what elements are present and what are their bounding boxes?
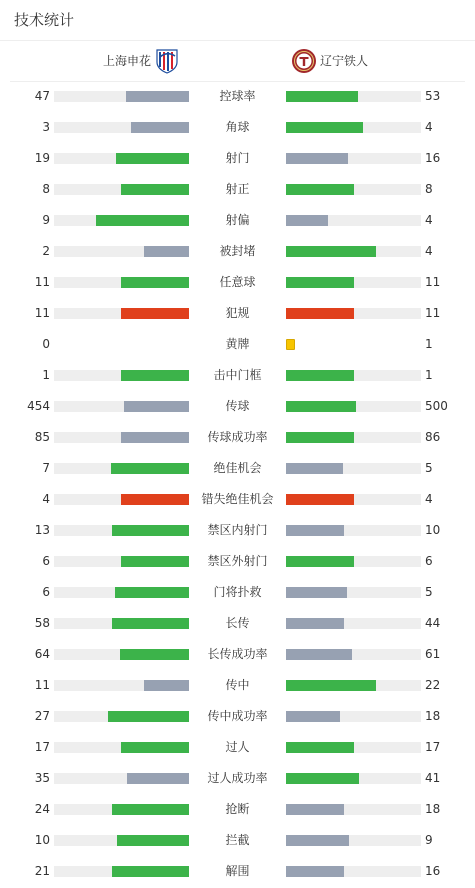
- liaoning-tieren-crest-icon: [291, 48, 317, 74]
- away-team[interactable]: [291, 42, 368, 80]
- home-value: 58: [34, 616, 50, 630]
- home-bar-fill: [144, 680, 189, 691]
- away-value: 4: [425, 244, 433, 258]
- title-divider: [0, 40, 475, 41]
- stat-row: [0, 298, 475, 329]
- away-bar-fill: [286, 370, 354, 381]
- away-value: 4: [425, 213, 433, 227]
- stat-row: [0, 670, 475, 701]
- stat-label: 射正: [225, 182, 250, 196]
- home-value: 11: [34, 678, 50, 692]
- away-value: 9: [425, 833, 433, 847]
- away-bar-track: [286, 370, 421, 381]
- away-value: 5: [425, 585, 433, 599]
- away-bar-fill: [286, 773, 359, 784]
- away-bar-track: [286, 153, 421, 164]
- home-value: 47: [34, 89, 50, 103]
- stat-label: 过人: [225, 740, 250, 754]
- home-value: 2: [42, 244, 50, 258]
- home-value: 19: [34, 151, 50, 165]
- home-bar-fill: [144, 246, 189, 257]
- stat-label: 射门: [225, 151, 250, 165]
- away-bar-fill: [286, 649, 352, 660]
- home-team[interactable]: [103, 42, 180, 80]
- stat-row: [0, 267, 475, 298]
- home-bar-track: [54, 401, 189, 412]
- home-bar-track: [54, 773, 189, 784]
- away-bar-track: [286, 494, 421, 505]
- stat-label: 传球成功率: [207, 430, 268, 444]
- home-value: 8: [42, 182, 50, 196]
- home-bar-track: [54, 153, 189, 164]
- away-bar-fill: [286, 246, 376, 257]
- stat-label: 黄牌: [225, 337, 250, 351]
- home-bar-track: [54, 91, 189, 102]
- shanghai-shenhua-crest-icon: [154, 48, 180, 74]
- away-bar-fill: [286, 587, 347, 598]
- home-bar-fill: [112, 804, 189, 815]
- away-value: 500: [425, 399, 448, 413]
- stat-label: 控球率: [219, 89, 256, 103]
- away-bar-fill: [286, 277, 354, 288]
- away-bar-fill: [286, 308, 354, 319]
- home-bar-track: [54, 215, 189, 226]
- stat-row: [0, 546, 475, 577]
- home-bar-fill: [124, 401, 189, 412]
- away-value: 6: [425, 554, 433, 568]
- away-bar-fill: [286, 680, 376, 691]
- home-bar-track: [54, 277, 189, 288]
- stat-label: 传中成功率: [207, 709, 268, 723]
- away-value: 16: [425, 151, 441, 165]
- stat-label: 门将扑救: [213, 585, 262, 599]
- stat-row: [0, 484, 475, 515]
- home-bar-fill: [112, 866, 189, 877]
- away-bar-track: [286, 556, 421, 567]
- away-value: 44: [425, 616, 441, 630]
- home-value: 1: [42, 368, 50, 382]
- home-value: 11: [34, 275, 50, 289]
- away-bar-track: [286, 773, 421, 784]
- away-bar-track: [286, 401, 421, 412]
- away-bar-fill: [286, 711, 340, 722]
- home-bar-track: [54, 184, 189, 195]
- stat-row: [0, 236, 475, 267]
- home-bar-fill: [108, 711, 189, 722]
- away-bar-track: [286, 804, 421, 815]
- stat-row: [0, 81, 475, 112]
- home-bar-fill: [127, 773, 189, 784]
- home-value: 10: [34, 833, 50, 847]
- stat-label: 解围: [225, 864, 250, 878]
- away-value: 5: [425, 461, 433, 475]
- home-bar-track: [54, 587, 189, 598]
- home-value: 17: [34, 740, 50, 754]
- away-value: 17: [425, 740, 441, 754]
- home-bar-fill: [121, 308, 189, 319]
- team-header: [10, 42, 465, 80]
- away-bar-track: [286, 308, 421, 319]
- home-bar-fill: [121, 556, 189, 567]
- away-bar-track: [286, 91, 421, 102]
- away-bar-track: [286, 742, 421, 753]
- stat-label: 长传成功率: [207, 647, 268, 661]
- home-value: 27: [34, 709, 50, 723]
- home-bar-fill: [111, 463, 189, 474]
- home-bar-track: [54, 122, 189, 133]
- home-bar-fill: [115, 587, 189, 598]
- away-bar-fill: [286, 463, 343, 474]
- stat-label: 禁区内射门: [207, 523, 268, 537]
- home-value: 454: [27, 399, 50, 413]
- stat-label: 传球: [225, 399, 250, 413]
- away-bar-fill: [286, 618, 344, 629]
- away-value: 61: [425, 647, 441, 661]
- stat-row: [0, 639, 475, 670]
- away-bar-fill: [286, 835, 349, 846]
- home-bar-track: [54, 680, 189, 691]
- away-value: 41: [425, 771, 441, 785]
- home-value: 64: [34, 647, 50, 661]
- away-bar-fill: [286, 91, 358, 102]
- home-bar-track: [54, 432, 189, 443]
- stat-row: [0, 329, 475, 360]
- away-bar-fill: [286, 122, 363, 133]
- stat-row: [0, 856, 475, 887]
- home-bar-fill: [112, 618, 189, 629]
- away-bar-track: [286, 432, 421, 443]
- stat-label: 绝佳机会: [213, 461, 262, 475]
- away-value: 4: [425, 492, 433, 506]
- away-value: 1: [425, 368, 433, 382]
- home-bar-fill: [121, 742, 189, 753]
- away-value: 18: [425, 802, 441, 816]
- away-bar-track: [286, 215, 421, 226]
- away-value: 22: [425, 678, 441, 692]
- away-bar-fill: [286, 184, 354, 195]
- home-bar-track: [54, 525, 189, 536]
- home-value: 4: [42, 492, 50, 506]
- away-bar-track: [286, 463, 421, 474]
- away-bar-fill: [286, 556, 354, 567]
- home-bar-fill: [121, 432, 189, 443]
- away-bar-fill: [286, 432, 354, 443]
- home-team-name: 上海申花: [102, 54, 151, 68]
- home-value: 24: [34, 802, 50, 816]
- home-bar-fill: [121, 370, 189, 381]
- stat-label: 拦截: [225, 833, 250, 847]
- away-bar-fill: [286, 866, 344, 877]
- away-bar-fill: [286, 215, 328, 226]
- away-bar-fill: [286, 525, 344, 536]
- stat-label: 禁区外射门: [207, 554, 268, 568]
- home-value: 6: [42, 554, 50, 568]
- away-bar-track: [286, 866, 421, 877]
- away-value: 1: [425, 337, 433, 351]
- stat-row: [0, 515, 475, 546]
- home-value: 7: [42, 461, 50, 475]
- home-bar-track: [54, 246, 189, 257]
- stat-label: 任意球: [219, 275, 256, 289]
- away-bar-track: [286, 835, 421, 846]
- yellow-card-icon: [286, 339, 295, 350]
- away-bar-track: [286, 184, 421, 195]
- home-value: 9: [42, 213, 50, 227]
- stat-label: 犯规: [225, 306, 250, 320]
- away-bar-fill: [286, 494, 354, 505]
- home-bar-fill: [121, 184, 189, 195]
- home-bar-track: [54, 835, 189, 846]
- home-bar-track: [54, 370, 189, 381]
- section-title: 技术统计: [14, 11, 75, 29]
- away-value: 16: [425, 864, 441, 878]
- stat-label: 长传: [225, 616, 250, 630]
- stat-row: [0, 112, 475, 143]
- away-value: 11: [425, 306, 441, 320]
- away-value: 53: [425, 89, 441, 103]
- away-value: 18: [425, 709, 441, 723]
- home-bar-track: [54, 742, 189, 753]
- stat-row: [0, 453, 475, 484]
- home-bar-fill: [120, 649, 189, 660]
- away-bar-fill: [286, 742, 354, 753]
- away-bar-fill: [286, 401, 356, 412]
- stat-label: 射偏: [225, 213, 250, 227]
- away-bar-track: [286, 525, 421, 536]
- home-value: 6: [42, 585, 50, 599]
- stat-row: [0, 174, 475, 205]
- stat-row: [0, 391, 475, 422]
- home-bar-track: [54, 866, 189, 877]
- away-value: 10: [425, 523, 441, 537]
- away-bar-fill: [286, 804, 344, 815]
- stat-label: 抢断: [225, 802, 250, 816]
- stat-row: [0, 608, 475, 639]
- stat-row: [0, 732, 475, 763]
- away-bar-track: [286, 587, 421, 598]
- stat-label: 传中: [225, 678, 250, 692]
- home-bar-track: [54, 494, 189, 505]
- home-value: 11: [34, 306, 50, 320]
- away-value: 8: [425, 182, 433, 196]
- away-bar-track: [286, 649, 421, 660]
- stat-row: [0, 825, 475, 856]
- away-bar-track: [286, 618, 421, 629]
- away-bar-fill: [286, 153, 348, 164]
- away-team-name: 辽宁铁人: [320, 54, 369, 68]
- away-bar-track: [286, 711, 421, 722]
- home-value: 0: [42, 337, 50, 351]
- stat-label: 角球: [225, 120, 250, 134]
- home-bar-fill: [121, 494, 189, 505]
- stat-row: [0, 701, 475, 732]
- stats-list: [0, 81, 475, 887]
- stat-row: [0, 143, 475, 174]
- home-bar-track: [54, 618, 189, 629]
- away-bar-track: [286, 122, 421, 133]
- home-bar-track: [54, 556, 189, 567]
- stat-label: 错失绝佳机会: [201, 492, 274, 506]
- home-value: 3: [42, 120, 50, 134]
- home-bar-track: [54, 804, 189, 815]
- stat-label: 被封堵: [219, 244, 256, 258]
- stat-label: 击中门框: [213, 368, 262, 382]
- home-bar-fill: [131, 122, 189, 133]
- home-bar-fill: [116, 153, 189, 164]
- home-value: 13: [34, 523, 50, 537]
- away-value: 4: [425, 120, 433, 134]
- away-bar-track: [286, 277, 421, 288]
- home-bar-fill: [96, 215, 189, 226]
- away-bar-track: [286, 246, 421, 257]
- home-bar-fill: [117, 835, 189, 846]
- stat-label: 过人成功率: [207, 771, 268, 785]
- home-bar-track: [54, 308, 189, 319]
- home-bar-track: [54, 463, 189, 474]
- home-bar-fill: [121, 277, 189, 288]
- stat-row: [0, 360, 475, 391]
- home-bar-track: [54, 711, 189, 722]
- home-bar-fill: [126, 91, 189, 102]
- away-bar-track: [286, 680, 421, 691]
- home-value: 21: [34, 864, 50, 878]
- stat-row: [0, 794, 475, 825]
- home-bar-track: [54, 649, 189, 660]
- home-value: 85: [34, 430, 50, 444]
- stat-row: [0, 763, 475, 794]
- away-value: 11: [425, 275, 441, 289]
- away-value: 86: [425, 430, 441, 444]
- stat-row: [0, 577, 475, 608]
- stat-row: [0, 422, 475, 453]
- home-value: 35: [34, 771, 50, 785]
- home-bar-fill: [112, 525, 189, 536]
- stat-row: [0, 205, 475, 236]
